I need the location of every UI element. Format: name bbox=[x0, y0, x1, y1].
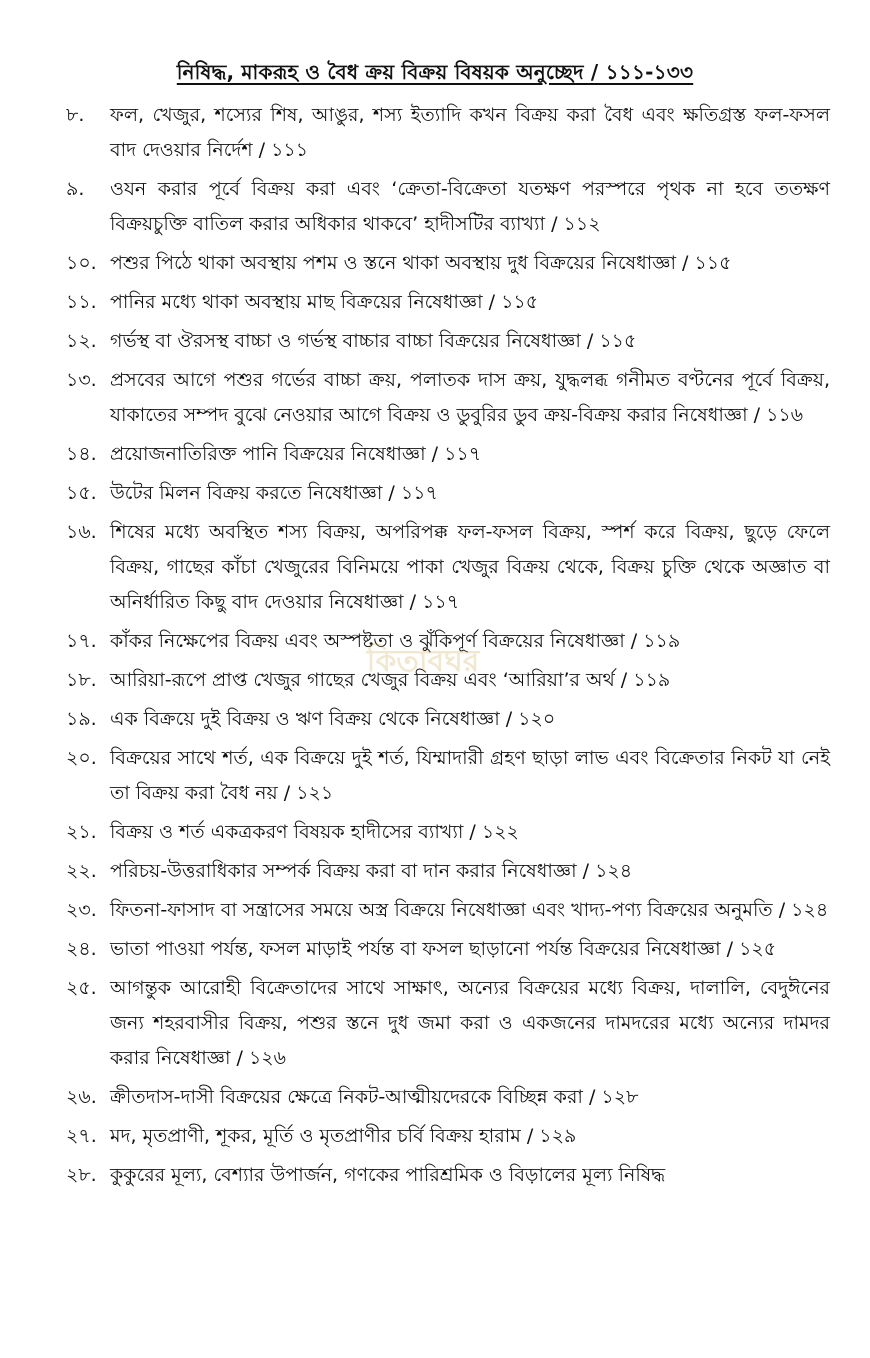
item-number: ১৮. bbox=[66, 669, 97, 691]
item-text: প্রয়োজনাতিরিক্ত পানি বিক্রয়ের নিষেধাজ্ঞা / ১১৭ bbox=[110, 443, 482, 465]
watermark-logo: কিতাবঘর bbox=[366, 644, 480, 679]
list-item bbox=[0, 476, 870, 511]
list-item bbox=[0, 1119, 870, 1154]
item-text: কুকুরের মূল্য, বেশ্যার উপার্জন, গণকের পারিশ্রমিক ও বিড়ালের মূল্য নিষিদ্ধ bbox=[110, 1164, 666, 1186]
item-text: ক্রীতদাস-দাসী বিক্রয়ের ক্ষেত্রে নিকট-আত্মীয়দেরকে বিচ্ছিন্ন করা / ১২৮ bbox=[110, 1086, 639, 1108]
item-number: ২২. bbox=[66, 860, 97, 882]
list-item bbox=[0, 515, 870, 620]
item-text: আগন্তুক আরোহী বিক্রেতাদের সাথে সাক্ষাৎ, অন্যের বিক্রয়ের মধ্যে বিক্রয়, দালালি, বেদুঈনের জন্য শহরবাসীর বিক্রয়, পশুর স্তনে দুধ জমা করা ও একজনের দামদরের মধ্যে অন্যের দামদর করার নিষেধাজ্ঞা / ১২৬ bbox=[110, 977, 830, 1069]
item-text: মদ, মৃতপ্রাণী, শূকর, মূর্তি ও মৃতপ্রাণীর চর্বি বিক্রয় হারাম / ১২৯ bbox=[110, 1125, 577, 1147]
list-item bbox=[0, 663, 870, 698]
item-text: পানির মধ্যে থাকা অবস্থায় মাছ বিক্রয়ের নিষেধাজ্ঞা / ১১৫ bbox=[110, 291, 539, 313]
item-number: ১৯. bbox=[66, 708, 97, 730]
item-number: ১৭. bbox=[66, 630, 97, 652]
item-text: ফল, খেজুর, শস্যের শিষ, আঙুর, শস্য ইত্যাদি কখন বিক্রয় করা বৈধ এবং ক্ষতিগ্রস্ত ফল-ফসল বাদ দেওয়ার নির্দেশ / ১১১ bbox=[110, 104, 830, 161]
item-text: পরিচয়-উত্তরাধিকার সম্পর্ক বিক্রয় করা বা দান করার নিষেধাজ্ঞা / ১২৪ bbox=[110, 860, 633, 882]
item-number: ২০. bbox=[66, 747, 97, 769]
item-text: প্রসবের আগে পশুর গর্ভের বাচ্চা ক্রয়, পলাতক দাস ক্রয়, যুদ্ধলব্ধ গনীমত বণ্টনের পূর্বে বিক্রয়, যাকাতের সম্পদ বুঝে নেওয়ার আগে বিক্রয় ও ডুবুরির ডুব ক্রয়-বিক্রয় করার নিষেধাজ্ঞা / ১১৬ bbox=[110, 369, 830, 426]
list-item bbox=[0, 624, 870, 659]
item-number: ৮. bbox=[66, 104, 85, 126]
list-item bbox=[0, 815, 870, 850]
item-number: ২৬. bbox=[66, 1086, 97, 1108]
list-item bbox=[0, 1158, 870, 1193]
item-number: ১৬. bbox=[66, 521, 97, 543]
list-item bbox=[0, 854, 870, 889]
list-item bbox=[0, 98, 870, 168]
item-number: ২৪. bbox=[66, 938, 97, 960]
item-number: ১৩. bbox=[66, 369, 97, 391]
item-number: ২৫. bbox=[66, 977, 97, 999]
item-text: এক বিক্রয়ে দুই বিক্রয় ও ঋণ বিক্রয় থেকে নিষেধাজ্ঞা / ১২০ bbox=[110, 708, 556, 730]
section-heading bbox=[0, 58, 870, 91]
item-text: কাঁকর নিক্ষেপের বিক্রয় এবং অস্পষ্টতা ও ঝুঁকিপূর্ণ বিক্রয়ের নিষেধাজ্ঞা / ১১৯ bbox=[110, 630, 681, 652]
list-item bbox=[0, 246, 870, 281]
item-number: ১০. bbox=[66, 252, 97, 274]
item-text: বিক্রয়ের সাথে শর্ত, এক বিক্রয়ে দুই শর্ত, যিম্মাদারী গ্রহণ ছাড়া লাভ এবং বিক্রেতার নিকট যা নেই তা বিক্রয় করা বৈধ নয় / ১২১ bbox=[110, 747, 830, 804]
item-text: শিষের মধ্যে অবস্থিত শস্য বিক্রয়, অপরিপক্ক ফল-ফসল বিক্রয়, স্পর্শ করে বিক্রয়, ছুড়ে ফেলে বিক্রয়, গাছের কাঁচা খেজুরের বিনিময়ে পাকা খেজুর বিক্রয় থেকে, বিক্রয় চুক্তি থেকে অজ্ঞাত বা অনির্ধারিত কিছু বাদ দেওয়ার নিষেধাজ্ঞা / ১১৭ bbox=[110, 521, 830, 613]
list-item bbox=[0, 324, 870, 359]
list-item bbox=[0, 172, 870, 242]
item-text: গর্ভস্থ বা ঔরসস্থ বাচ্চা ও গর্ভস্থ বাচ্চার বাচ্চা বিক্রয়ের নিষেধাজ্ঞা / ১১৫ bbox=[110, 330, 637, 352]
item-text: আরিয়া-রূপে প্রাপ্ত খেজুর গাছের খেজুর বিক্রয় এবং ‘আরিয়া’র অর্থ / ১১৯ bbox=[110, 669, 671, 691]
list-item bbox=[0, 932, 870, 967]
item-number: ২৮. bbox=[66, 1164, 97, 1186]
item-text: উটের মিলন বিক্রয় করতে নিষেধাজ্ঞা / ১১৭ bbox=[110, 482, 438, 504]
section-heading-text: নিষিদ্ধ, মাকরূহ ও বৈধ ক্রয় বিক্রয় বিষয়ক অনুচ্ছেদ / ১১১-১৩৩ bbox=[176, 60, 694, 84]
item-text: ভাতা পাওয়া পর্যন্ত, ফসল মাড়াই পর্যন্ত বা ফসল ছাড়ানো পর্যন্ত বিক্রয়ের নিষেধাজ্ঞা / ১২৫ bbox=[110, 938, 777, 960]
contents-list bbox=[0, 98, 870, 1197]
item-number: ১১. bbox=[66, 291, 97, 313]
item-text: বিক্রয় ও শর্ত একত্রকরণ বিষয়ক হাদীসের ব্যাখ্যা / ১২২ bbox=[110, 821, 519, 843]
item-number: ২৭. bbox=[66, 1125, 97, 1147]
item-number: ২১. bbox=[66, 821, 97, 843]
item-text: ফিতনা-ফাসাদ বা সন্ত্রাসের সময়ে অস্ত্র বিক্রয়ে নিষেধাজ্ঞা এবং খাদ্য-পণ্য বিক্রয়ের অনুমতি / ১২৪ bbox=[110, 899, 829, 921]
item-number: ১৪. bbox=[66, 443, 97, 465]
item-number: ১৫. bbox=[66, 482, 97, 504]
list-item bbox=[0, 893, 870, 928]
list-item bbox=[0, 285, 870, 320]
item-text: পশুর পিঠে থাকা অবস্থায় পশম ও স্তনে থাকা অবস্থায় দুধ বিক্রয়ের নিষেধাজ্ঞা / ১১৫ bbox=[110, 252, 732, 274]
list-item bbox=[0, 702, 870, 737]
item-number: ২৩. bbox=[66, 899, 97, 921]
list-item bbox=[0, 971, 870, 1076]
list-item bbox=[0, 437, 870, 472]
list-item bbox=[0, 1080, 870, 1115]
item-number: ৯. bbox=[66, 178, 85, 200]
item-text: ওযন করার পূর্বে বিক্রয় করা এবং ‘ক্রেতা-বিক্রেতা যতক্ষণ পরস্পরে পৃথক না হবে ততক্ষণ বিক্রয়চুক্তি বাতিল করার অধিকার থাকবে’ হাদীসটির ব্যাখ্যা / ১১২ bbox=[110, 178, 830, 235]
list-item bbox=[0, 741, 870, 811]
item-number: ১২. bbox=[66, 330, 97, 352]
list-item bbox=[0, 363, 870, 433]
